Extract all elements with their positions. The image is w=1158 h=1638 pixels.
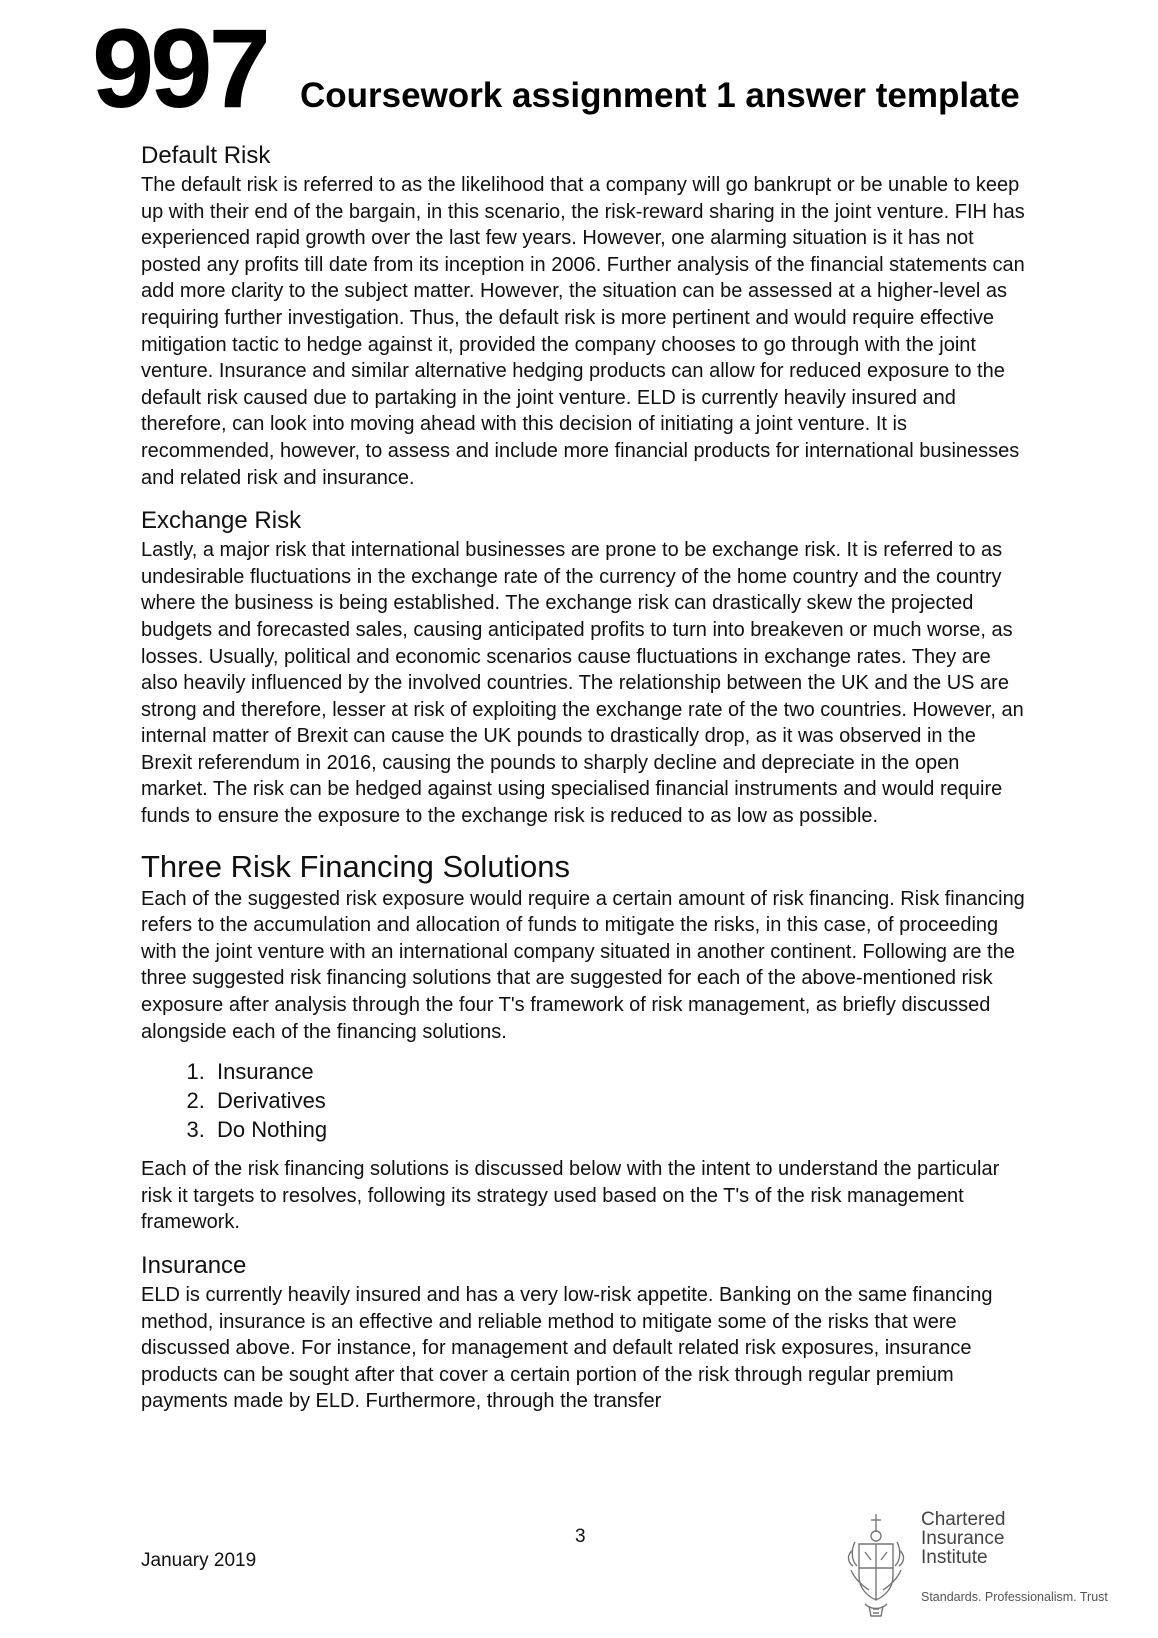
paragraph-exchange-risk: Lastly, a major risk that international businesses are prone to be exchange risk. It is referred to as undesirable fluctuations in the exchange rate of the currency of the home country and the country where the business is being established. The exchange risk can drastically skew the projected budgets and forecasted sales, causing anticipated profits to turn into breakeven or much worse, as losses. Usually, political and economic scenarios cause fluctuations in exchange rates. They are also heavily influenced by the involved countries. The relationship between the UK and the US are strong and therefore, lesser at risk of exploiting the exchange rate of the two countries. However, an internal matter of Brexit can cause the UK pounds to drastically drop, as it was observed in the Brexit referendum in 2016, causing the pounds to sharply decline and depreciate in the open market. The risk can be hedged against using specialised financial instruments and would require funds to ensure the exposure to the exchange risk is reduced to as low as possible. [141, 539, 1024, 828]
paragraph-insurance: ELD is currently heavily insured and has a very low-risk appetite. Banking on the same financing method, insurance is an effective and reliable method to mitigate some of the risks that were discussed above. For instance, for management and default related risk exposures, insurance products can be sought after that cover a certain portion of the risk through regular premium payments made by ELD. Furthermore, through the transfer [141, 1284, 993, 1413]
document-body [141, 140, 1031, 1415]
paragraph-default-risk: The default risk is referred to as the likelihood that a company will go bankrupt or be unable to keep up with their end of the bargain, in this scenario, the risk-reward sharing in the joint venture. FIH has experienced rapid growth over the last few years. However, one alarming situation is it has not posted any profits till date from its inception in 2006. Further analysis of the financial statements can add more clarity to the subject matter. However, the situation can be assessed at a higher-level as requiring further investigation. Thus, the default risk is more pertinent and would require effective mitigation tactic to hedge against it, provided the company chooses to go through with the joint venture. Insurance and similar alternative hedging products can allow for reduced exposure to the default risk caused due to partaking in the joint venture. ELD is currently heavily insured and therefore, can look into moving ahead with this decision of initiating a joint venture. It is recommended, however, to assess and include more financial products for international businesses and related risk and insurance. [141, 174, 1025, 489]
heading-default-risk: Default Risk [141, 142, 271, 169]
paragraph-solutions-outro: Each of the risk financing solutions is discussed below with the intent to understand the particular risk it targets to resolves, following its strategy used based on the T's of the risk management framework. [141, 1158, 1000, 1234]
list-item: 1. Insurance [211, 1057, 1031, 1086]
section-insurance [141, 1250, 1031, 1415]
heading-exchange-risk: Exchange Risk [141, 507, 302, 535]
solutions-list [141, 1057, 1031, 1144]
organisation-name [921, 1510, 1006, 1567]
heading-insurance: Insurance [141, 1252, 247, 1279]
section-three-solutions [141, 848, 1031, 1236]
heading-three-solutions: Three Risk Financing Solutions [141, 848, 571, 884]
org-line: Insurance [921, 1528, 1005, 1549]
org-line: Institute [921, 1547, 988, 1568]
list-item: 3. Do Nothing [211, 1115, 1031, 1144]
section-default-risk [141, 140, 1031, 491]
org-line: Chartered [921, 1509, 1006, 1530]
unit-code: 997 [92, 6, 267, 131]
cii-logo [843, 1510, 1143, 1620]
footer-date: January 2019 [141, 1550, 257, 1571]
section-exchange-risk [141, 505, 1031, 830]
page-number: 3 [575, 1526, 586, 1547]
list-item: 2. Derivatives [211, 1086, 1031, 1115]
paragraph-solutions-intro: Each of the suggested risk exposure would require a certain amount of risk financing. Risk financing refers to the accumulation and allocation of funds to mitigate the risks, in this case, of proceeding with the joint venture with an international company situated in another continent. Following are the three suggested risk financing solutions that are suggested for each of the above-mentioned risk exposure after analysis through the four T's framework of risk management, as briefly discussed alongside each of the financing solutions. [141, 887, 1025, 1043]
tagline: Standards. Professionalism. Trust [921, 1590, 1108, 1604]
document-title: Coursework assignment 1 answer template [300, 76, 1020, 115]
crest-icon [843, 1510, 909, 1618]
